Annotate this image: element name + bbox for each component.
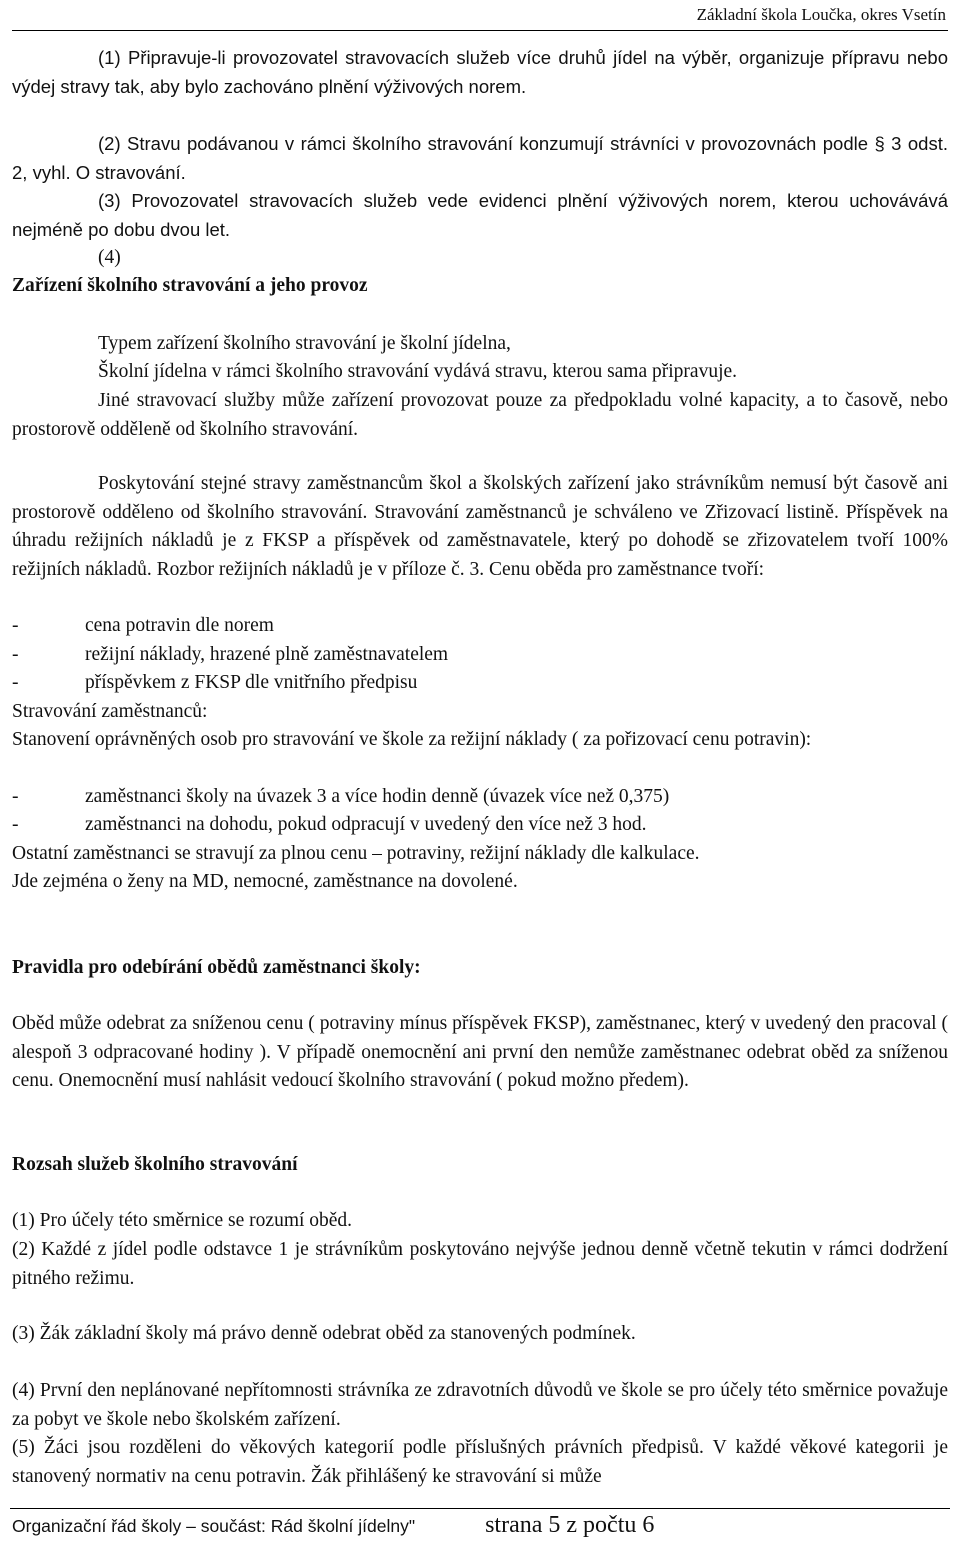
footer-rule: [10, 1508, 950, 1509]
paragraph-2: (2) Stravu podávanou v rámci školního stravování konzumují strávníci v provozovnách podle § 3 odst. 2, vyhl. O stravování.: [12, 133, 948, 183]
paragraph-10: Stanovení oprávněných osob pro stravování ve škole za režijní náklady ( za pořizovací cenu potravin):: [12, 729, 812, 750]
header-rule: [12, 30, 948, 31]
paragraph-1: (1) Připravuje-li provozovatel stravovacích služeb více druhů jídel na výběr, organizuje přípravu nebo výdej stravy tak, aby bylo zachováno plnění výživových norem.: [12, 47, 948, 97]
list-item: - zaměstnanci na dohodu, pokud odpracují v uvedený den více než 3 hod.: [12, 814, 647, 835]
page-number: strana 5 z počtu 6: [485, 1512, 655, 1538]
section-heading-rozsah: Rozsah služeb školního stravování: [12, 1154, 298, 1175]
section-heading-provoz: Zařízení školního stravování a jeho provoz: [12, 275, 368, 296]
paragraph-8: Poskytování stejné stravy zaměstnancům škol a školských zařízení jako strávníkům nemusí být časově ani prostorově odděleno od školního stravování. Stravování zaměstnanců je schváleno ve Zřizovací listině. Příspěvek na úhradu režijních nákladů je z FKSP a příspěvek od zaměstnavatele, který po dohodě se zřizovatelem tvoří 100% režijních nákladů. Rozbor režijních nákladů je v příloze č. 3. Cenu oběda pro zaměstnance tvoří:: [12, 473, 948, 580]
list-item: - příspěvkem z FKSP dle vnitřního předpisu: [12, 672, 418, 693]
paragraph-3: (3) Provozovatel stravovacích služeb vede evidenci plnění výživových norem, kterou uchovávává nejméně po dobu dvou let.: [12, 190, 948, 240]
paragraph-14: (1) Pro účely této směrnice se rozumí oběd.: [12, 1210, 353, 1231]
paragraph-9: Stravování zaměstnanců:: [12, 701, 208, 722]
page-header: Základní škola Loučka, okres Vsetín: [696, 5, 946, 24]
page-footer: [12, 1512, 654, 1539]
paragraph-12: Jde zejména o ženy na MD, nemocné, zaměstnance na dovolené.: [12, 871, 518, 892]
paragraph-18: (5) Žáci jsou rozděleni do věkových kategorií podle příslušných právních předpisů. V každé věkové kategorii je stanovený normativ na cenu potravin. Žák přihlášený ke stravování si může: [12, 1437, 948, 1487]
list-item: - režijní náklady, hrazené plně zaměstnavatelem: [12, 644, 449, 665]
list-item: - zaměstnanci školy na úvazek 3 a více hodin denně (úvazek více než 0,375): [12, 786, 670, 807]
paragraph-11: Ostatní zaměstnanci se stravují za plnou cenu – potraviny, režijní náklady dle kalkulace.: [12, 843, 700, 864]
paragraph-6: Školní jídelna v rámci školního stravování vydává stravu, kterou sama připravuje.: [98, 361, 738, 382]
footer-document-title: Organizační řád školy – součást: Rád školní jídelny": [12, 1516, 416, 1536]
paragraph-17: (4) První den neplánované nepřítomnosti strávníka ze zdravotních důvodů ve škole se pro účely této směrnice považuje za pobyt ve škole nebo školském zařízení.: [12, 1380, 948, 1430]
paragraph-16: (3) Žák základní školy má právo denně odebrat oběd za stanovených podmínek.: [12, 1323, 636, 1344]
paragraph-4: (4): [98, 247, 121, 268]
paragraph-5: Typem zařízení školního stravování je školní jídelna,: [98, 333, 511, 354]
list-item: - cena potravin dle norem: [12, 615, 274, 636]
paragraph-7: Jiné stravovací služby může zařízení provozovat pouze za předpokladu volné kapacity, a to časově, nebo prostorově odděleně od školního stravování.: [12, 390, 948, 440]
paragraph-13: Oběd může odebrat za sníženou cenu ( potraviny mínus příspěvek FKSP), zaměstnanec, který v uvedený den pracoval ( alespoň 3 odpracované hodiny ). V případě onemocnění ani první den nemůže zaměstnanec odebrat oběd za sníženou cenu. Onemocnění musí nahlásit vedoucí školního stravování ( pokud možno předem).: [12, 1013, 948, 1091]
section-heading-pravidla: Pravidla pro odebírání obědů zaměstnanci školy:: [12, 957, 421, 978]
paragraph-15: (2) Každé z jídel podle odstavce 1 je strávníkům poskytováno nejvýše jednou denně včetně tekutin v rámci dodržení pitného režimu.: [12, 1239, 948, 1289]
